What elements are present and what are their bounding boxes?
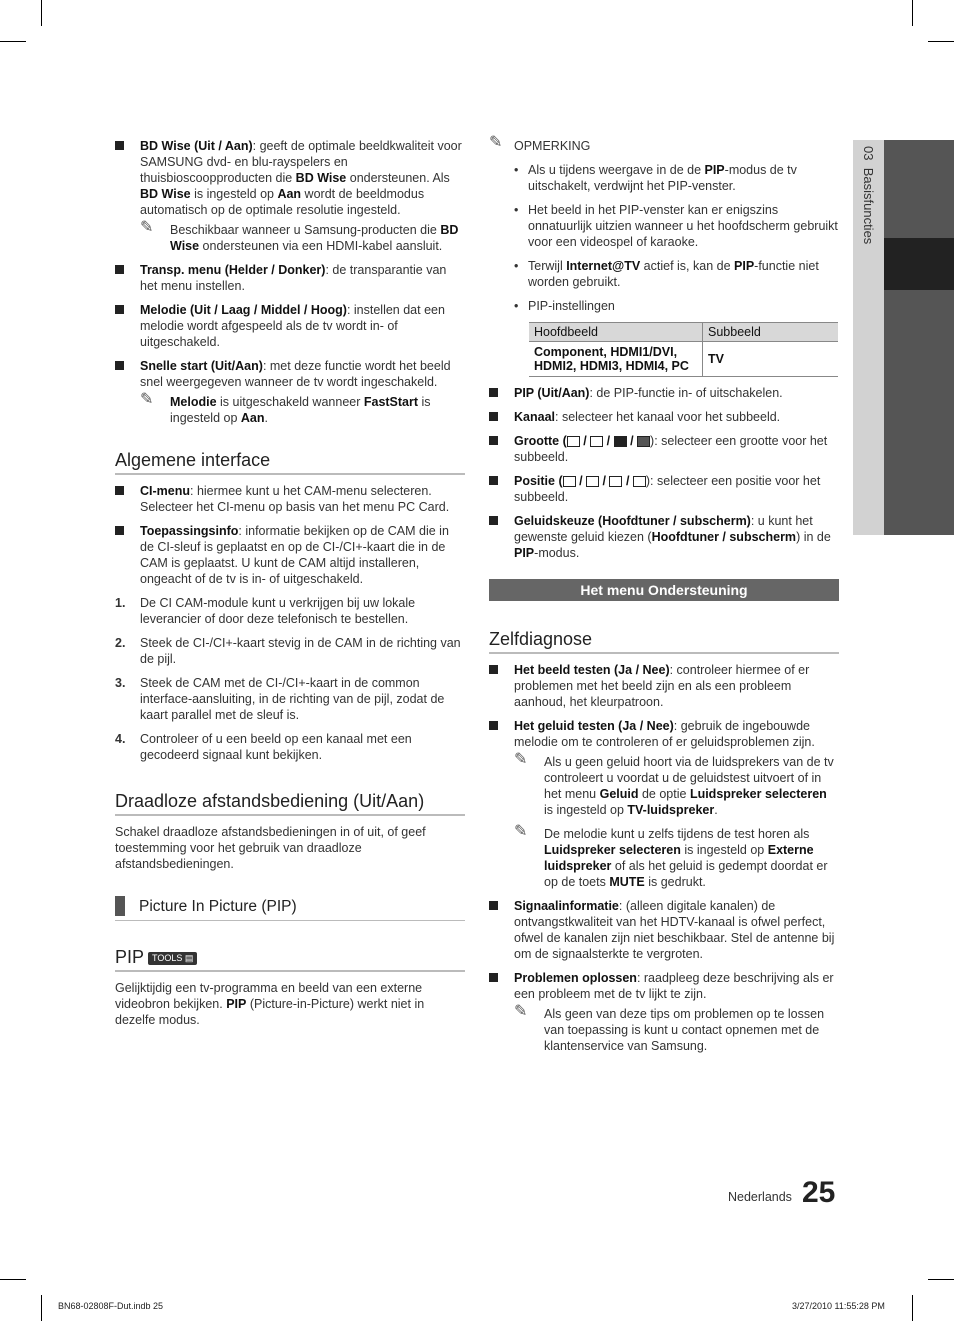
- melodie-item: Melodie (Uit / Laag / Middel / Hoog): instellen dat een melodie wordt afgespeeld als de tv wordt in- of uitgeschakeld.: [115, 302, 465, 350]
- note-pencil-icon: ✎: [140, 391, 154, 408]
- problemen-note: ✎ Als geen van deze tips om problemen op te lossen van toepassing is kunt u contact opnemen met de klantenservice van Samsung.: [514, 1003, 825, 1053]
- note-pencil-icon: ✎: [140, 219, 154, 236]
- crop-mark: [0, 1279, 26, 1280]
- square-bullet-icon: [489, 721, 498, 730]
- grootte-item: Grootte ( / / / ): selecteer een grootte voor het subbeeld.: [489, 433, 839, 465]
- table-cell: TV: [703, 342, 839, 377]
- note-pencil-icon: ✎: [514, 1003, 528, 1020]
- heading-pip: PIP TOOLS ▤: [115, 947, 465, 972]
- geluid-test-note: ✎ De melodie kunt u zelfs tijdens de test horen als Luidspreker selecteren is ingesteld op Externe luidspreker of als het geluid is gedempt doordat er op de toets MUTE is gedrukt.: [514, 823, 828, 889]
- page-number: 25: [802, 1176, 836, 1209]
- note-bullet: • Terwijl Internet@TV actief is, kan de PIP-functie niet worden gebruikt.: [514, 259, 819, 289]
- note-pencil-icon: ✎: [514, 823, 528, 840]
- transp-menu-item: Transp. menu (Helder / Donker): de transparantie van het menu instellen.: [115, 262, 465, 294]
- positie-item: Positie ( / / / ): selecteer een positie voor het subbeeld.: [489, 473, 839, 505]
- heading-draadloze: Draadloze afstandsbediening (Uit/Aan): [115, 791, 465, 816]
- pip-uit-aan-item: PIP (Uit/Aan): de PIP-functie in- of uitschakelen.: [489, 385, 839, 401]
- pip-size-medium-icon: [590, 436, 603, 447]
- table-header: Subbeeld: [703, 323, 839, 342]
- square-bullet-icon: [489, 901, 498, 910]
- square-bullet-icon: [489, 436, 498, 445]
- square-bullet-icon: [115, 486, 124, 495]
- draadloze-text: Schakel draadloze afstandsbedieningen in of uit, of geef toestemming voor het gebruik van draadloze afstandsbedieningen.: [115, 825, 426, 871]
- crop-mark: [912, 0, 913, 26]
- heading-zelfdiagnose: Zelfdiagnose: [489, 629, 839, 654]
- pip-text: Gelijktijdig een tv-programma en beeld van een externe videobron bekijken. PIP (Picture-in-Picture) werkt niet in dezelfe modus.: [115, 981, 425, 1027]
- pip-position-top-right-icon: [586, 476, 599, 487]
- bd-wise-item: BD Wise (Uit / Aan): geeft de optimale beeldkwaliteit voor SAMSUNG dvd- en blu-rayspelers en thuisbioscoopproducten die BD Wise ondersteunen. Als BD Wise is ingesteld op Aan wordt de beeldmodus automatisch op de optimale resolutie ingesteld.: [115, 138, 465, 218]
- kanaal-item: Kanaal: selecteer het kanaal voor het subbeeld.: [489, 409, 839, 425]
- note-pencil-icon: ✎: [514, 751, 528, 768]
- bd-wise-note: ✎ Beschikbaar wanneer u Samsung-producten die BD Wise ondersteunen via een HDMI-kabel aansluit.: [140, 219, 459, 253]
- section-band-ondersteuning: Het menu Ondersteuning: [489, 579, 839, 601]
- pip-size-small-icon: [567, 436, 580, 447]
- table-cell: Component, HDMI1/DVI, HDMI2, HDMI3, HDMI4, PC: [529, 342, 703, 377]
- square-bullet-icon: [115, 361, 124, 370]
- square-bullet-icon: [489, 412, 498, 421]
- section-bar-icon: [115, 896, 125, 916]
- left-column: [115, 138, 465, 1036]
- tab-marker: [884, 238, 954, 290]
- right-column: [489, 134, 839, 1062]
- snelle-start-note: ✎ Melodie is uitgeschakeld wanneer FastStart is ingesteld op Aan.: [140, 391, 431, 425]
- pip-size-split-icon: [614, 436, 627, 447]
- pip-position-bottom-right-icon: [633, 476, 646, 487]
- geluid-test-note: ✎ Als u geen geluid hoort via de luidsprekers van de tv controleert u voordat u de geluidstest uitvoert of in het menu Geluid de optie Luidspreker selecteren is ingesteld op TV-luidspreker.: [514, 751, 834, 817]
- square-bullet-icon: [115, 141, 124, 150]
- imprint-file: BN68-02808F-Dut.indb 25: [58, 1301, 164, 1311]
- square-bullet-icon: [489, 388, 498, 397]
- step-item: 3. Steek de CAM met de CI-/CI+-kaart in de common interface-aansluiting, in de richting van de pijl, zodat de kaart parallel met de sleuf is.: [115, 676, 445, 722]
- chapter-label: 03 Basisfuncties: [861, 146, 876, 245]
- opmerking-heading: ✎ OPMERKING: [489, 134, 591, 153]
- pip-position-top-left-icon: [609, 476, 622, 487]
- heading-picture-in-picture: Picture In Picture (PIP): [115, 894, 465, 921]
- step-item: 2. Steek de CI-/CI+-kaart stevig in de CAM in de richting van de pijl.: [115, 636, 461, 666]
- beeld-testen-item: Het beeld testen (Ja / Nee): controleer hiermee of er problemen met het beeld zijn en als een probleem aanhoud, het kleurpatroon.: [489, 662, 839, 710]
- crop-mark: [41, 0, 42, 26]
- crop-mark: [928, 1279, 954, 1280]
- note-bullet: • Het beeld in het PIP-venster kan er enigszins onnatuurlijk uitzien wanneer u het hoofdscherm gebruikt voor een videospel of karaoke.: [514, 203, 838, 249]
- table-header: Hoofdbeeld: [529, 323, 703, 342]
- square-bullet-icon: [489, 476, 498, 485]
- square-bullet-icon: [115, 305, 124, 314]
- note-bullet: • PIP-instellingen: [514, 299, 615, 313]
- heading-algemene-interface: Algemene interface: [115, 450, 465, 475]
- tab-dark-band: [884, 140, 954, 535]
- crop-mark: [912, 1295, 913, 1321]
- square-bullet-icon: [489, 665, 498, 674]
- pip-position-bottom-left-icon: [563, 476, 576, 487]
- crop-mark: [41, 1295, 42, 1321]
- problemen-oplossen-item: Problemen oplossen: raadpleeg deze beschrijving als er een probleem met de tv lijkt te zijn.: [489, 970, 839, 1002]
- note-bullet: • Als u tijdens weergave in de de PIP-modus de tv uitschakelt, verdwijnt het PIP-venster.: [514, 163, 797, 193]
- crop-mark: [0, 41, 26, 42]
- square-bullet-icon: [489, 516, 498, 525]
- step-item: 1. De CI CAM-module kunt u verkrijgen bij uw lokale leverancier of door deze telefonisch te bestellen.: [115, 596, 416, 626]
- crop-mark: [928, 41, 954, 42]
- square-bullet-icon: [115, 526, 124, 535]
- signaalinformatie-item: Signaalinformatie: (alleen digitale kanalen) de ontvangstkwaliteit van het HDTV-kanaal is ofwel perfect, ofwel de kanalen zijn niet beschikbaar. Stel de antenne bij om de signaalsterkte te vergroten.: [489, 898, 839, 962]
- ci-menu-item: CI-menu: hiermee kunt u het CAM-menu selecteren. Selecteer het CI-menu op basis van het menu PC Card.: [115, 483, 465, 515]
- step-item: 4. Controleer of u een beeld op een kanaal met een gecodeerd signaal kunt bekijken.: [115, 732, 412, 762]
- imprint-date: 3/27/2010 11:55:28 PM: [792, 1301, 885, 1311]
- chapter-tab: [853, 140, 954, 535]
- square-bullet-icon: [115, 265, 124, 274]
- pip-size-large-icon: [637, 436, 650, 447]
- toepassingsinfo-item: Toepassingsinfo: informatie bekijken op de CAM die in de CI-sleuf is geplaatst en op de CI-/CI+-kaart die in de CAM is geplaatst. U kunt de CAM altijd installeren, ongeacht of de tv is in- of uitgeschakeld.: [115, 523, 465, 587]
- pip-settings-table: [529, 322, 838, 377]
- snelle-start-item: Snelle start (Uit/Aan): met deze functie wordt het beeld snel weergegeven wanneer de tv wordt ingeschakeld.: [115, 358, 465, 390]
- footer-language: Nederlands: [728, 1190, 792, 1204]
- square-bullet-icon: [489, 973, 498, 982]
- note-pencil-icon: ✎: [489, 134, 503, 151]
- geluid-testen-item: Het geluid testen (Ja / Nee): gebruik de ingebouwde melodie om te controleren of er geluidsproblemen zijn.: [489, 718, 839, 750]
- tools-badge-icon: TOOLS ▤: [148, 952, 197, 965]
- geluidskeuze-item: Geluidskeuze (Hoofdtuner / subscherm): u kunt het gewenste geluid kiezen (Hoofdtuner / subscherm) in de PIP-modus.: [489, 513, 839, 561]
